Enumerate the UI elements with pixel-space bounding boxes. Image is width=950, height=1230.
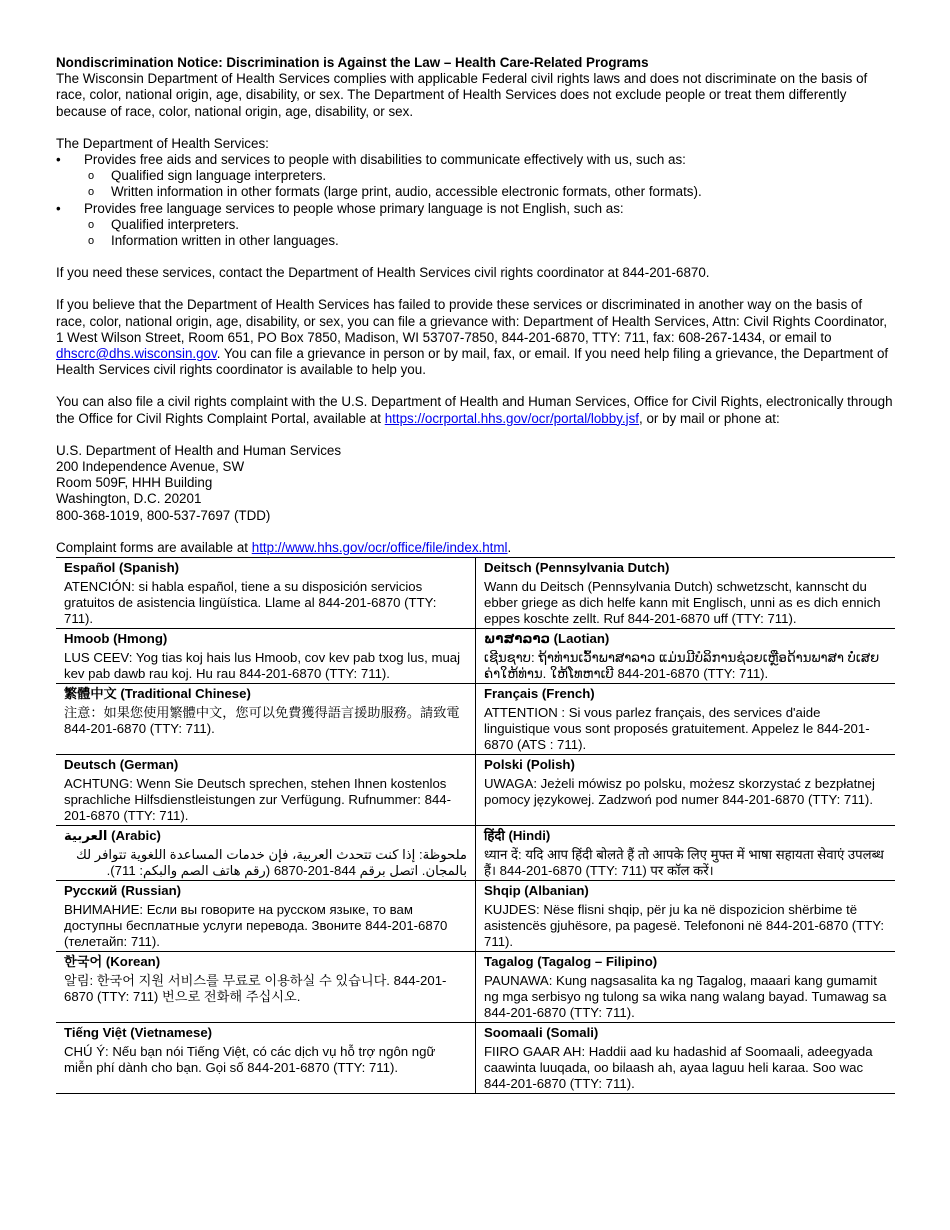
language-cell-german: Deutsch (German) ACHTUNG: Wenn Sie Deutsch sprechen, stehen Ihnen kostenlos sprachliche Hilfsdienstleistungen zur Verfügung. Rufnummer: 844-201-6870 (TTY: 711).	[56, 755, 476, 826]
address-line: Washington, D.C. 20201	[56, 491, 202, 507]
grievance-paragraph: If you believe that the Department of Health Services has failed to provide these services or discriminated in another way on the basis of race, color, national origin, age, disability, or sex, you can file a grievance with: Department of Health Services, Attn: Civil Rights Coordinator, 1 West Wilson Street, Room 651, PO Box 7850, Madison, WI 53707-7850, 844-201-6870, TTY: 711, fax: 608-267-1434, or email to dhscrc@dhs.wisconsin.gov. You can file a grievance in person or by mail, fax, or email. If you need help filing a grievance, the Department of Health Services civil rights coordinator is available to help you.	[56, 297, 889, 378]
list-item: o Written information in other formats (large print, audio, accessible electronic formats, other formats).	[84, 184, 894, 200]
list-item: • Provides free aids and services to people with disabilities to communicate effectively with us, such as: o Qualified sign language interpreters. o Written information in other formats (large print, audio, accessible electronic formats, other formats).	[56, 152, 894, 201]
hhs-address	[56, 443, 894, 524]
intro-paragraph: The Wisconsin Department of Health Services complies with applicable Federal civil rights laws and does not discriminate on the basis of race, color, national origin, age, disability, or sex. The Department of Health Services does not exclude people or treat them differently because of race, color, national origin, age, disability, or sex.	[56, 71, 868, 119]
list-item: o Qualified sign language interpreters.	[84, 168, 894, 184]
address-line: U.S. Department of Health and Human Services	[56, 442, 342, 458]
language-cell-somali: Soomaali (Somali) FIIRO GAAR AH: Haddii aad ku hadashid af Soomaali, adeegyada caawinta luuqada, oo bilaash ah, ayaa laguu heli karaa. Soo wac 844-201-6870 (TTY: 711).	[476, 1023, 896, 1094]
language-cell-russian: Русский (Russian) ВНИМАНИЕ: Если вы говорите на русском языке, то вам доступны бесплатные услуги перевода. Звоните 844-201-6870 (телетайп: 711).	[56, 881, 476, 952]
complaint-forms-link[interactable]: http://www.hhs.gov/ocr/office/file/index.html	[251, 539, 508, 555]
language-assistance-table	[56, 557, 895, 1094]
table-row	[56, 558, 895, 629]
address-line: 800-368-1019, 800-537-7697 (TDD)	[56, 507, 271, 523]
address-line: 200 Independence Avenue, SW	[56, 459, 245, 475]
table-row	[56, 629, 895, 684]
list-item: • Provides free language services to people whose primary language is not English, such as: o Qualified interpreters. o Information written in other languages.	[56, 201, 894, 250]
table-row	[56, 826, 895, 881]
table-row	[56, 1023, 895, 1094]
language-cell-chinese: 繁體中文 (Traditional Chinese) 注意：如果您使用繁體中文，您可以免費獲得語言援助服務。請致電 844-201-6870 (TTY: 711).	[56, 684, 476, 755]
table-row	[56, 952, 895, 1023]
language-cell-arabic: العربية (Arabic) ملحوظة: إذا كنت تتحدث العربية، فإن خدمات المساعدة اللغوية تتوافر لك بالمجان. اتصل برقم 844-201-6870 (رقم هاتف الصم والبكم: 711).	[56, 826, 476, 881]
address-line: Room 509F, HHH Building	[56, 475, 213, 491]
contact-paragraph: If you need these services, contact the Department of Health Services civil rights coordinator at 844-201-6870.	[56, 265, 710, 281]
language-cell-spanish: Español (Spanish) ATENCIÓN: si habla español, tiene a su disposición servicios gratuitos de asistencia lingüística. Llame al 844-201-6870 (TTY: 711).	[56, 558, 476, 629]
email-link[interactable]: dhscrc@dhs.wisconsin.gov	[56, 346, 217, 362]
language-cell-hmong: Hmoob (Hmong) LUS CEEV: Yog tias koj hais lus Hmoob, cov kev pab txog lus, muaj kev pab dawb rau koj. Hu rau 844-201-6870 (TTY: 711).	[56, 629, 476, 684]
ocr-portal-link[interactable]: https://ocrportal.hhs.gov/ocr/portal/lobby.jsf	[384, 410, 640, 426]
complaint-paragraph: You can also file a civil rights complaint with the U.S. Department of Health and Human Services, Office for Civil Rights, electronically through the Office for Civil Rights Complaint Portal, available at https://ocrportal.hhs.gov/ocr/portal/lobby.jsf, or by mail or phone at:	[56, 394, 893, 426]
dept-lead: The Department of Health Services:	[56, 135, 269, 151]
services-list	[56, 152, 894, 249]
language-cell-albanian: Shqip (Albanian) KUJDES: Nëse flisni shqip, për ju ka në dispozicion shërbime të asistencës gjuhësore, pa pagesë. Telefononi në 844-201-6870 (TTY: 711).	[476, 881, 896, 952]
notice-body	[56, 55, 894, 556]
table-row	[56, 755, 895, 826]
table-row	[56, 881, 895, 952]
language-cell-french: Français (French) ATTENTION : Si vous parlez français, des services d'aide linguistique vous sont proposés gratuitement. Appelez le 844-201-6870 (ATS : 711).	[476, 684, 896, 755]
notice-title: Nondiscrimination Notice: Discrimination is Against the Law – Health Care-Related Programs	[56, 55, 649, 70]
list-item: o Qualified interpreters.	[84, 217, 894, 233]
language-cell-vietnamese: Tiếng Việt (Vietnamese) CHÚ Ý: Nếu bạn nói Tiếng Việt, có các dịch vụ hỗ trợ ngôn ngữ miễn phí dành cho bạn. Gọi số 844-201-6870 (TTY: 711).	[56, 1023, 476, 1094]
sub-list	[84, 168, 894, 200]
language-cell-polish: Polski (Polish) UWAGA: Jeżeli mówisz po polsku, możesz skorzystać z bezpłatnej pomocy językowej. Zadzwoń pod numer 844-201-6870 (TTY: 711).	[476, 755, 896, 826]
language-cell-pennsylvania-dutch: Deitsch (Pennsylvania Dutch) Wann du Deitsch (Pennsylvania Dutch) schwetzscht, kannscht du ebber griege as dich helfe kann mit Englisch, unni as es dich ennich eppes koschte zellt. Ruf 844-201-6870 uff (TTY: 711).	[476, 558, 896, 629]
list-item: o Information written in other languages.	[84, 233, 894, 249]
forms-paragraph: Complaint forms are available at http://www.hhs.gov/ocr/office/file/index.html.	[56, 539, 512, 555]
sub-list	[84, 217, 894, 249]
language-cell-hindi: हिंदी (Hindi) ध्यान दें: यदि आप हिंदी बोलते हैं तो आपके लिए मुफ्त में भाषा सहायता सेवाएं उपलब्ध हैं। 844-201-6870 (TTY: 711) पर कॉल करें।	[476, 826, 896, 881]
language-cell-laotian: ພາສາລາວ (Laotian) ເຊີນຊາບ: ຖ້າທ່ານເວົ້າພາສາລາວ ແມ່ນມີບໍລິການຊ່ວຍເຫຼືອດ້ານພາສາ ບໍ່ເສຍຄ່າໃຫ້ທ່ານ. ໃຫ້ໂທຫາເບີ 844-201-6870 (TTY: 711).	[476, 629, 896, 684]
table-row	[56, 684, 895, 755]
language-cell-korean: 한국어 (Korean) 알림: 한국어 지원 서비스를 무료로 이용하실 수 있습니다. 844-201-6870 (TTY: 711) 번으로 전화해 주십시오.	[56, 952, 476, 1023]
language-cell-tagalog: Tagalog (Tagalog – Filipino) PAUNAWA: Kung nagsasalita ka ng Tagalog, maaari kang gumamit ng mga serbisyo ng tulong sa wika nang walang bayad. Tumawag sa 844-201-6870 (TTY: 711).	[476, 952, 896, 1023]
